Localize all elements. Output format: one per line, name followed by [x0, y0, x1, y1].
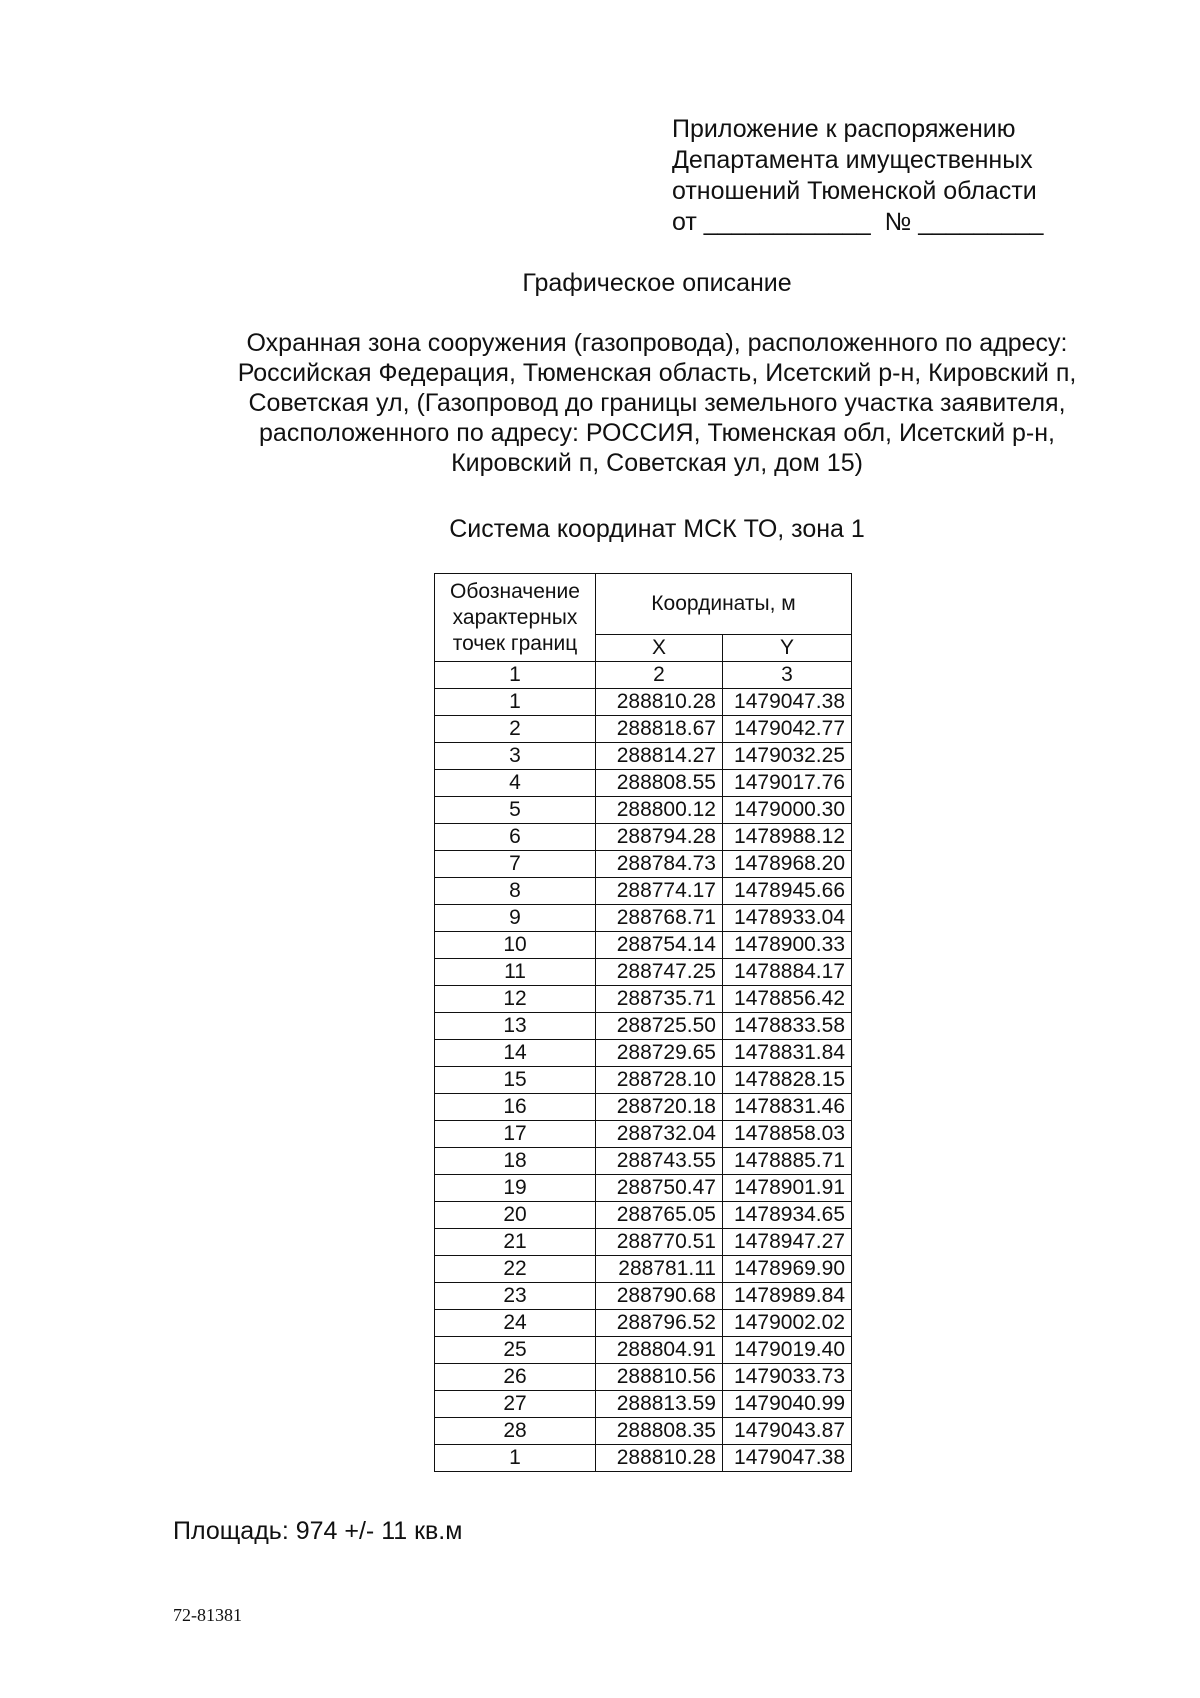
y-coordinate-cell: 1478969.90	[723, 1256, 852, 1283]
point-number-cell: 13	[435, 1013, 596, 1040]
y-coordinate-cell: 1479040.99	[723, 1391, 852, 1418]
x-coordinate-cell: 288781.11	[596, 1256, 723, 1283]
point-number-cell: 6	[435, 824, 596, 851]
y-coordinate-cell: 1479042.77	[723, 716, 852, 743]
point-number-cell: 11	[435, 959, 596, 986]
table-row	[435, 716, 852, 743]
x-coordinate-cell: 288729.65	[596, 1040, 723, 1067]
point-number-cell: 2	[435, 716, 596, 743]
point-number-cell: 4	[435, 770, 596, 797]
attachment-line: Приложение к распоряжению	[672, 115, 1016, 143]
table-row	[435, 1202, 852, 1229]
x-coordinate-cell: 288743.55	[596, 1148, 723, 1175]
attachment-line: Департамента имущественных	[672, 146, 1033, 174]
header-coordinates: Координаты, м	[596, 574, 852, 635]
y-coordinate-cell: 1478831.84	[723, 1040, 852, 1067]
table-row	[435, 1094, 852, 1121]
header-x: X	[596, 635, 723, 662]
table-row	[435, 1175, 852, 1202]
y-coordinate-cell: 1478884.17	[723, 959, 852, 986]
x-coordinate-cell: 288814.27	[596, 743, 723, 770]
coordinate-system-label: Система координат МСК ТО, зона 1	[449, 515, 865, 543]
y-coordinate-cell: 1478858.03	[723, 1121, 852, 1148]
table-row	[435, 986, 852, 1013]
x-coordinate-cell: 288728.10	[596, 1067, 723, 1094]
coordinates-body	[435, 689, 852, 1472]
x-coordinate-cell: 288796.52	[596, 1310, 723, 1337]
y-coordinate-cell: 1479000.30	[723, 797, 852, 824]
point-number-cell: 28	[435, 1418, 596, 1445]
y-coordinate-cell: 1479047.38	[723, 689, 852, 716]
table-row	[435, 1445, 852, 1472]
table-row	[435, 1310, 852, 1337]
y-coordinate-cell: 1478933.04	[723, 905, 852, 932]
point-number-cell: 22	[435, 1256, 596, 1283]
y-coordinate-cell: 1479017.76	[723, 770, 852, 797]
point-number-cell: 1	[435, 1445, 596, 1472]
x-coordinate-cell: 288735.71	[596, 986, 723, 1013]
x-coordinate-cell: 288784.73	[596, 851, 723, 878]
point-number-cell: 26	[435, 1364, 596, 1391]
y-coordinate-cell: 1478901.91	[723, 1175, 852, 1202]
table-row	[435, 959, 852, 986]
y-coordinate-cell: 1478828.15	[723, 1067, 852, 1094]
y-coordinate-cell: 1479002.02	[723, 1310, 852, 1337]
x-coordinate-cell: 288813.59	[596, 1391, 723, 1418]
y-coordinate-cell: 1478968.20	[723, 851, 852, 878]
area-label: Площадь: 974 +/- 11 кв.м	[173, 1517, 463, 1545]
y-coordinate-cell: 1478833.58	[723, 1013, 852, 1040]
subject-line: расположенного по адресу: РОССИЯ, Тюменская обл, Исетский р-н,	[259, 419, 1055, 447]
x-coordinate-cell: 288790.68	[596, 1283, 723, 1310]
table-row	[435, 743, 852, 770]
table-row	[435, 1067, 852, 1094]
x-coordinate-cell: 288808.55	[596, 770, 723, 797]
coordinates-table	[434, 573, 852, 1472]
table-row	[435, 1121, 852, 1148]
x-coordinate-cell: 288754.14	[596, 932, 723, 959]
table-row	[435, 1337, 852, 1364]
x-coordinate-cell: 288750.47	[596, 1175, 723, 1202]
table-row	[435, 905, 852, 932]
table-row	[435, 932, 852, 959]
x-coordinate-cell: 288765.05	[596, 1202, 723, 1229]
y-coordinate-cell: 1478988.12	[723, 824, 852, 851]
x-coordinate-cell: 288810.28	[596, 689, 723, 716]
table-row	[435, 1418, 852, 1445]
attachment-date-number-line: от ____________ № _________	[672, 208, 1044, 236]
table-row	[435, 1040, 852, 1067]
point-number-cell: 7	[435, 851, 596, 878]
header-y: Y	[723, 635, 852, 662]
column-number: 2	[596, 662, 723, 689]
x-coordinate-cell: 288747.25	[596, 959, 723, 986]
point-number-cell: 17	[435, 1121, 596, 1148]
point-number-cell: 5	[435, 797, 596, 824]
point-number-cell: 19	[435, 1175, 596, 1202]
y-coordinate-cell: 1478900.33	[723, 932, 852, 959]
attachment-line: отношений Тюменской области	[672, 177, 1037, 205]
y-coordinate-cell: 1478885.71	[723, 1148, 852, 1175]
x-coordinate-cell: 288818.67	[596, 716, 723, 743]
y-coordinate-cell: 1479043.87	[723, 1418, 852, 1445]
point-number-cell: 15	[435, 1067, 596, 1094]
column-number: 1	[435, 662, 596, 689]
subject-line: Охранная зона сооружения (газопровода), расположенного по адресу:	[246, 329, 1068, 357]
point-number-cell: 1	[435, 689, 596, 716]
point-number-cell: 10	[435, 932, 596, 959]
y-coordinate-cell: 1478945.66	[723, 878, 852, 905]
table-row	[435, 1391, 852, 1418]
point-number-cell: 12	[435, 986, 596, 1013]
table-row	[435, 1229, 852, 1256]
table-row	[435, 1256, 852, 1283]
column-number: 3	[723, 662, 852, 689]
x-coordinate-cell: 288732.04	[596, 1121, 723, 1148]
y-coordinate-cell: 1478934.65	[723, 1202, 852, 1229]
table-row	[435, 851, 852, 878]
table-row	[435, 797, 852, 824]
subject-line: Российская Федерация, Тюменская область, Исетский р-н, Кировский п,	[237, 359, 1077, 387]
table-row	[435, 1013, 852, 1040]
x-coordinate-cell: 288725.50	[596, 1013, 723, 1040]
table-row	[435, 878, 852, 905]
table-row	[435, 770, 852, 797]
table-row	[435, 1364, 852, 1391]
x-coordinate-cell: 288720.18	[596, 1094, 723, 1121]
point-number-cell: 25	[435, 1337, 596, 1364]
point-number-cell: 20	[435, 1202, 596, 1229]
x-coordinate-cell: 288810.56	[596, 1364, 723, 1391]
point-number-cell: 14	[435, 1040, 596, 1067]
table-row	[435, 689, 852, 716]
x-coordinate-cell: 288808.35	[596, 1418, 723, 1445]
table-row	[435, 824, 852, 851]
y-coordinate-cell: 1479033.73	[723, 1364, 852, 1391]
y-coordinate-cell: 1478989.84	[723, 1283, 852, 1310]
point-number-cell: 21	[435, 1229, 596, 1256]
point-number-cell: 23	[435, 1283, 596, 1310]
table-row	[435, 1283, 852, 1310]
x-coordinate-cell: 288800.12	[596, 797, 723, 824]
y-coordinate-cell: 1479047.38	[723, 1445, 852, 1472]
x-coordinate-cell: 288810.28	[596, 1445, 723, 1472]
document-number: 72-81381	[173, 1605, 242, 1625]
y-coordinate-cell: 1478947.27	[723, 1229, 852, 1256]
point-number-cell: 9	[435, 905, 596, 932]
header-point-label: Обозначение характерных точек границ	[435, 574, 596, 662]
x-coordinate-cell: 288770.51	[596, 1229, 723, 1256]
x-coordinate-cell: 288794.28	[596, 824, 723, 851]
subject-line: Советская ул, (Газопровод до границы земельного участка заявителя,	[248, 389, 1066, 417]
subject-block	[200, 328, 1114, 478]
point-number-cell: 27	[435, 1391, 596, 1418]
y-coordinate-cell: 1478831.46	[723, 1094, 852, 1121]
subject-line: Кировский п, Советская ул, дом 15)	[451, 449, 863, 477]
x-coordinate-cell: 288804.91	[596, 1337, 723, 1364]
attachment-block	[672, 114, 1043, 238]
point-number-cell: 24	[435, 1310, 596, 1337]
point-number-cell: 18	[435, 1148, 596, 1175]
y-coordinate-cell: 1478856.42	[723, 986, 852, 1013]
document-title: Графическое описание	[522, 269, 792, 297]
y-coordinate-cell: 1479019.40	[723, 1337, 852, 1364]
x-coordinate-cell: 288774.17	[596, 878, 723, 905]
point-number-cell: 8	[435, 878, 596, 905]
y-coordinate-cell: 1479032.25	[723, 743, 852, 770]
point-number-cell: 16	[435, 1094, 596, 1121]
table-row	[435, 1148, 852, 1175]
point-number-cell: 3	[435, 743, 596, 770]
x-coordinate-cell: 288768.71	[596, 905, 723, 932]
